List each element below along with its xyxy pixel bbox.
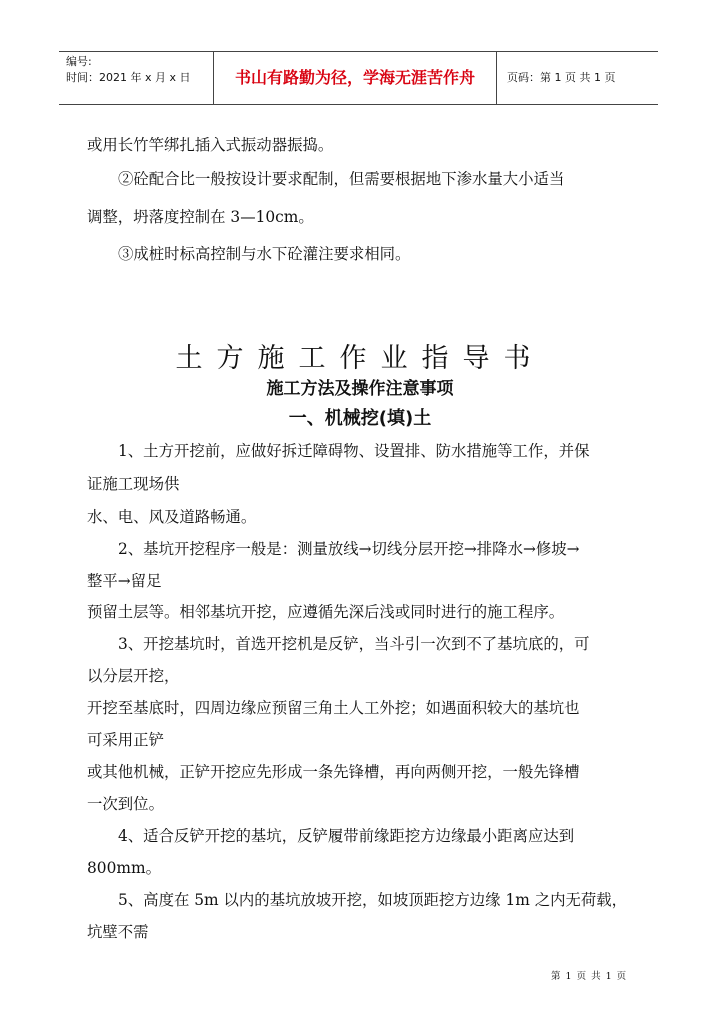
body-line: 3、开挖基坑时，首选开挖机是反铲，当斗引一次到不了基坑底的，可 <box>118 635 590 653</box>
number-label: 编号: <box>66 55 92 68</box>
body-line: 可采用正铲 <box>87 731 164 749</box>
body-line: 或其他机械，正铲开挖应先形成一条先锋槽，再向两侧开挖，一般先锋槽 <box>87 763 580 781</box>
body-line: 水、电、风及道路畅通。 <box>87 508 257 526</box>
time-label: 时间：2021 年 x 月 x 日 <box>66 71 191 84</box>
body-line: 2、基坑开挖程序一般是：测量放线→切线分层开挖→排降水→修坡→ <box>118 540 580 558</box>
body-line: 预留土层等。相邻基坑开挖，应遵循先深后浅或同时进行的施工程序。 <box>87 603 565 621</box>
body-line: 整平→留足 <box>87 572 162 590</box>
page-header <box>59 51 658 105</box>
body-line: 开挖至基底时，四周边缘应预留三角土人工外挖；如遇面积较大的基坑也 <box>87 699 580 717</box>
body-line: 坑壁不需 <box>87 923 149 941</box>
body-line: 或用长竹竿绑扎插入式振动器振捣。 <box>87 136 334 154</box>
body-line: ②砼配合比一般按设计要求配制，但需要根据地下渗水量大小适当 <box>118 170 565 188</box>
body-line: 以分层开挖， <box>87 667 180 685</box>
body-line: 调整，坍落度控制在 3—10cm。 <box>87 208 314 226</box>
header-meta-cell <box>59 52 214 104</box>
section-heading: 一、机械挖(填)土 <box>288 408 432 429</box>
body-line: 5、高度在 5m 以内的基坑放坡开挖，如坡顶距挖方边缘 1m 之内无荷载， <box>118 891 628 909</box>
body-line: 证施工现场供 <box>87 475 180 493</box>
body-line: 4、适合反铲开挖的基坑，反铲履带前缘距挖方边缘最小距离应达到 <box>118 827 575 845</box>
document-title: 土方施工作业指导书 <box>175 343 545 374</box>
body-line: 800mm。 <box>87 859 161 877</box>
page-label: 页码：第 1 页 共 1 页 <box>507 71 616 84</box>
motto: 书山有路勤为径，学海无涯苦作舟 <box>214 52 497 104</box>
page-footer: 第 1 页 共 1 页 <box>551 971 627 982</box>
body-line: 一次到位。 <box>87 795 164 813</box>
document-subtitle: 施工方法及操作注意事项 <box>266 379 454 399</box>
body-line: ③成桩时标高控制与水下砼灌注要求相同。 <box>118 245 411 263</box>
body-line: 1、土方开挖前，应做好拆迁障碍物、设置排、防水措施等工作，并保 <box>118 442 590 460</box>
